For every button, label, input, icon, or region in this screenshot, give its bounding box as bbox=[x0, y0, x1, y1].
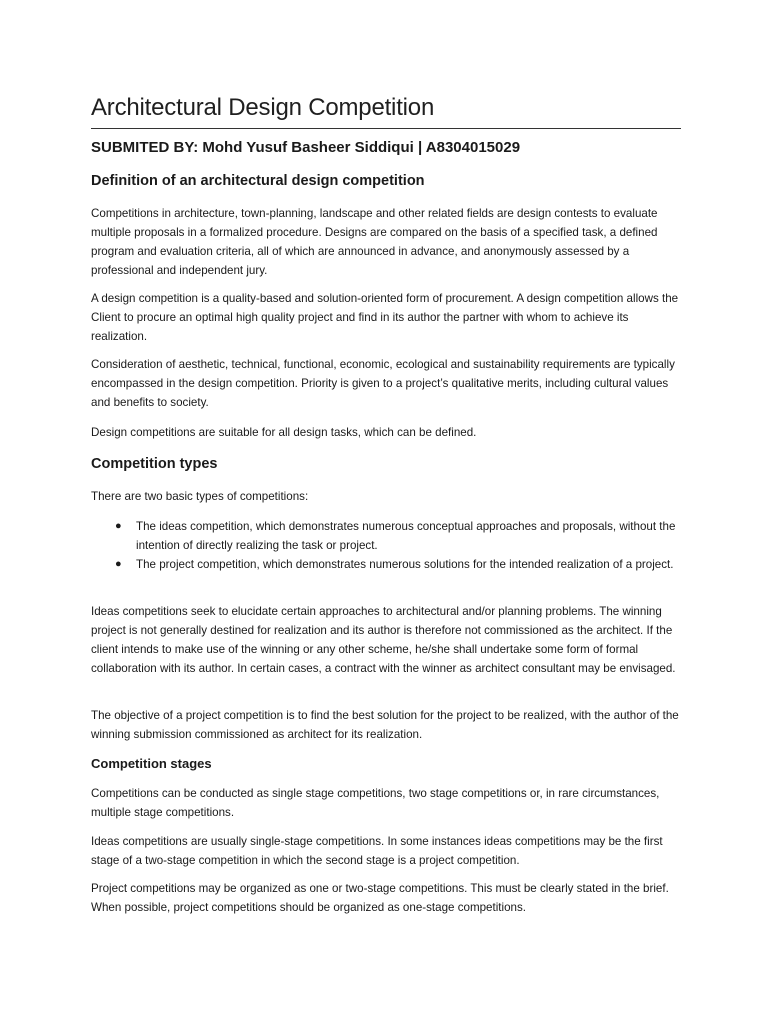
bullet-icon: ● bbox=[115, 520, 122, 532]
paragraph-ideas-competitions: Ideas competitions seek to elucidate certain approaches to architectural and/or planning problems. The winning project is not generally destined for realization and its author is therefore not commissioned as the architect. If the client intends to make use of the winning or any other scheme, he/she shall undertake some form of formal collaboration with its author. In certain cases, a contract with the winner as architect consultant may be envisaged. bbox=[91, 605, 676, 675]
heading-competition-stages: Competition stages bbox=[91, 756, 212, 771]
paragraph-project-competition-objective: The objective of a project competition is to find the best solution for the project to be realized, with the author of the winning submission commissioned as architect for its realization. bbox=[91, 709, 679, 741]
paragraph-definition-4: Design competitions are suitable for all design tasks, which can be defined. bbox=[91, 426, 477, 439]
title-divider bbox=[91, 128, 681, 129]
heading-definition: Definition of an architectural design competition bbox=[91, 173, 425, 189]
paragraph-types-intro: There are two basic types of competitions: bbox=[91, 490, 309, 503]
paragraph-stages-1: Competitions can be conducted as single stage competitions, two stage competitions or, in rare circumstances, multiple stage competitions. bbox=[91, 787, 660, 819]
heading-competition-types: Competition types bbox=[91, 456, 218, 472]
paragraph-stages-2: Ideas competitions are usually single-stage competitions. In some instances ideas competitions may be the first stage of a two-stage competition in which the second stage is a project competition. bbox=[91, 835, 663, 867]
list-item-project-competition bbox=[91, 555, 681, 574]
document-title: Architectural Design Competition bbox=[91, 94, 435, 121]
submitted-by-line: SUBMITED BY: Mohd Yusuf Basheer Siddiqui | A8304015029 bbox=[91, 139, 521, 156]
bullet-icon: ● bbox=[115, 558, 122, 570]
paragraph-definition-3: Consideration of aesthetic, technical, functional, economic, ecological and sustainability requirements are typically encompassed in the design competition. Priority is given to a project’s qualitative merits, including cultural values and benefits to society. bbox=[91, 358, 675, 409]
paragraph-definition-2: A design competition is a quality-based and solution-oriented form of procurement. A design competition allows the Client to procure an optimal high quality project and find in its author the partner with whom to achieve its realization. bbox=[91, 292, 679, 343]
list-item-text: The ideas competition, which demonstrates numerous conceptual approaches and proposals, without the intention of directly realizing the task or project. bbox=[136, 520, 676, 552]
list-item-ideas-competition bbox=[91, 517, 681, 555]
paragraph-definition-1: Competitions in architecture, town-planning, landscape and other related fields are design contests to evaluate multiple proposals in a formalized procedure. Designs are compared on the basis of a specified task, a defined program and evaluation criteria, all of which are announced in advance, and anonymously assessed by a professional and independent jury. bbox=[91, 207, 658, 277]
paragraph-stages-3: Project competitions may be organized as one or two-stage competitions. This must be clearly stated in the brief. When possible, project competitions should be organized as one-stage competitions. bbox=[91, 882, 669, 914]
competition-types-list bbox=[91, 517, 681, 574]
list-item-text: The project competition, which demonstrates numerous solutions for the intended realization of a project. bbox=[136, 558, 674, 571]
